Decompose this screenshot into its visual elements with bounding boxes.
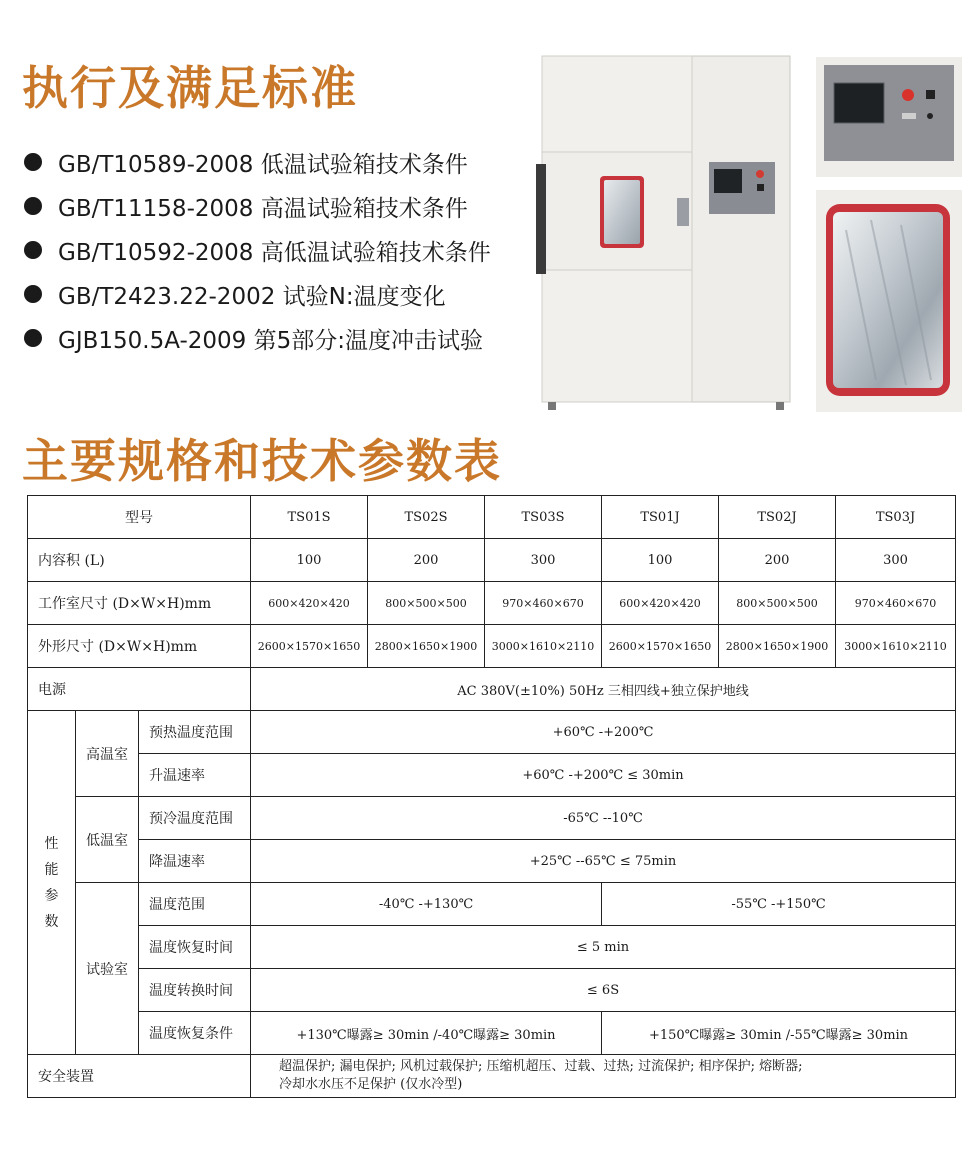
recovery-cond-s-value: +130℃曝露≥ 30min /-40℃曝露≥ 30min <box>251 1012 602 1055</box>
cool-rate-label: 降温速率 <box>139 840 251 883</box>
table-cell: 2600×1570×1650 <box>602 625 719 668</box>
standards-heading: 执行及满足标准 <box>22 61 358 115</box>
table-cell: TS02J <box>719 496 836 539</box>
table-cell: 3000×1610×2110 <box>836 625 956 668</box>
performance-label: 性能参数 <box>28 711 76 1055</box>
list-item: GB/T10592-2008 高低温试验箱技术条件 <box>24 228 491 272</box>
volume-label: 内容积 (L) <box>28 539 251 582</box>
preheat-range-value: +60℃ -+200℃ <box>251 711 956 754</box>
switch-time-value: ≤ 6S <box>251 969 956 1012</box>
table-row <box>28 754 956 797</box>
temp-range-label: 温度范围 <box>139 883 251 926</box>
high-chamber-label: 高温室 <box>76 711 139 797</box>
product-photo <box>536 52 794 414</box>
recovery-cond-j-value: +150℃曝露≥ 30min /-55℃曝露≥ 30min <box>602 1012 956 1055</box>
bullet-icon <box>24 241 42 259</box>
list-item: GB/T11158-2008 高温试验箱技术条件 <box>24 184 491 228</box>
table-row <box>28 1012 956 1055</box>
bullet-icon <box>24 285 42 303</box>
safety-value <box>251 1055 956 1098</box>
temp-range-s-value: -40℃ -+130℃ <box>251 883 602 926</box>
list-item: GB/T10589-2008 低温试验箱技术条件 <box>24 140 491 184</box>
temp-range-j-value: -55℃ -+150℃ <box>602 883 956 926</box>
bullet-icon <box>24 197 42 215</box>
bullet-icon <box>24 329 42 347</box>
table-row <box>28 883 956 926</box>
table-cell: 970×460×670 <box>485 582 602 625</box>
list-item: GJB150.5A-2009 第5部分:温度冲击试验 <box>24 316 491 360</box>
recovery-cond-label: 温度恢复条件 <box>139 1012 251 1055</box>
table-cell: 3000×1610×2110 <box>485 625 602 668</box>
viewing-window-photo <box>816 190 962 412</box>
table-row <box>28 926 956 969</box>
table-cell: 800×500×500 <box>719 582 836 625</box>
table-row <box>28 840 956 883</box>
power-label: 电源 <box>28 668 251 711</box>
recovery-time-value: ≤ 5 min <box>251 926 956 969</box>
table-cell: TS01J <box>602 496 719 539</box>
table-cell: TS03J <box>836 496 956 539</box>
table-row <box>28 797 956 840</box>
table-cell: TS03S <box>485 496 602 539</box>
table-row <box>28 711 956 754</box>
standards-list <box>24 140 491 360</box>
table-cell: 100 <box>602 539 719 582</box>
low-chamber-label: 低温室 <box>76 797 139 883</box>
table-cell: 200 <box>719 539 836 582</box>
outer-size-label: 外形尺寸 (D×W×H)mm <box>28 625 251 668</box>
list-item: GB/T2423.22-2002 试验N:温度变化 <box>24 272 491 316</box>
table-row <box>28 496 956 539</box>
safety-line: 冷却水水压不足保护 (仅水冷型) <box>279 1077 463 1092</box>
test-chamber-label: 试验室 <box>76 883 139 1055</box>
table-row <box>28 625 956 668</box>
spec-table <box>27 495 956 1098</box>
table-row <box>28 969 956 1012</box>
table-cell: 2800×1650×1900 <box>368 625 485 668</box>
recovery-time-label: 温度恢复时间 <box>139 926 251 969</box>
work-size-label: 工作室尺寸 (D×W×H)mm <box>28 582 251 625</box>
model-label: 型号 <box>28 496 251 539</box>
safety-label: 安全装置 <box>28 1055 251 1098</box>
table-cell: 600×420×420 <box>251 582 368 625</box>
table-cell: 2800×1650×1900 <box>719 625 836 668</box>
table-cell: 300 <box>485 539 602 582</box>
table-row <box>28 668 956 711</box>
precool-range-label: 预冷温度范围 <box>139 797 251 840</box>
table-cell: 2600×1570×1650 <box>251 625 368 668</box>
cool-rate-value: +25℃ --65℃ ≤ 75min <box>251 840 956 883</box>
table-cell: 100 <box>251 539 368 582</box>
precool-range-value: -65℃ --10℃ <box>251 797 956 840</box>
specs-heading: 主要规格和技术参数表 <box>22 434 502 488</box>
power-value: AC 380V(±10%) 50Hz 三相四线+独立保护地线 <box>251 668 956 711</box>
heat-rate-label: 升温速率 <box>139 754 251 797</box>
table-cell: TS02S <box>368 496 485 539</box>
table-cell: 800×500×500 <box>368 582 485 625</box>
bullet-icon <box>24 153 42 171</box>
table-cell: 200 <box>368 539 485 582</box>
table-cell: TS01S <box>251 496 368 539</box>
table-row <box>28 539 956 582</box>
table-cell: 300 <box>836 539 956 582</box>
control-panel-photo <box>816 57 962 177</box>
table-row <box>28 582 956 625</box>
table-cell: 600×420×420 <box>602 582 719 625</box>
preheat-range-label: 预热温度范围 <box>139 711 251 754</box>
table-cell: 970×460×670 <box>836 582 956 625</box>
switch-time-label: 温度转换时间 <box>139 969 251 1012</box>
safety-line: 超温保护; 漏电保护; 风机过载保护; 压缩机超压、过载、过热; 过流保护; 相序保护; 熔断器; <box>279 1059 803 1074</box>
heat-rate-value: +60℃ -+200℃ ≤ 30min <box>251 754 956 797</box>
table-row <box>28 1055 956 1098</box>
